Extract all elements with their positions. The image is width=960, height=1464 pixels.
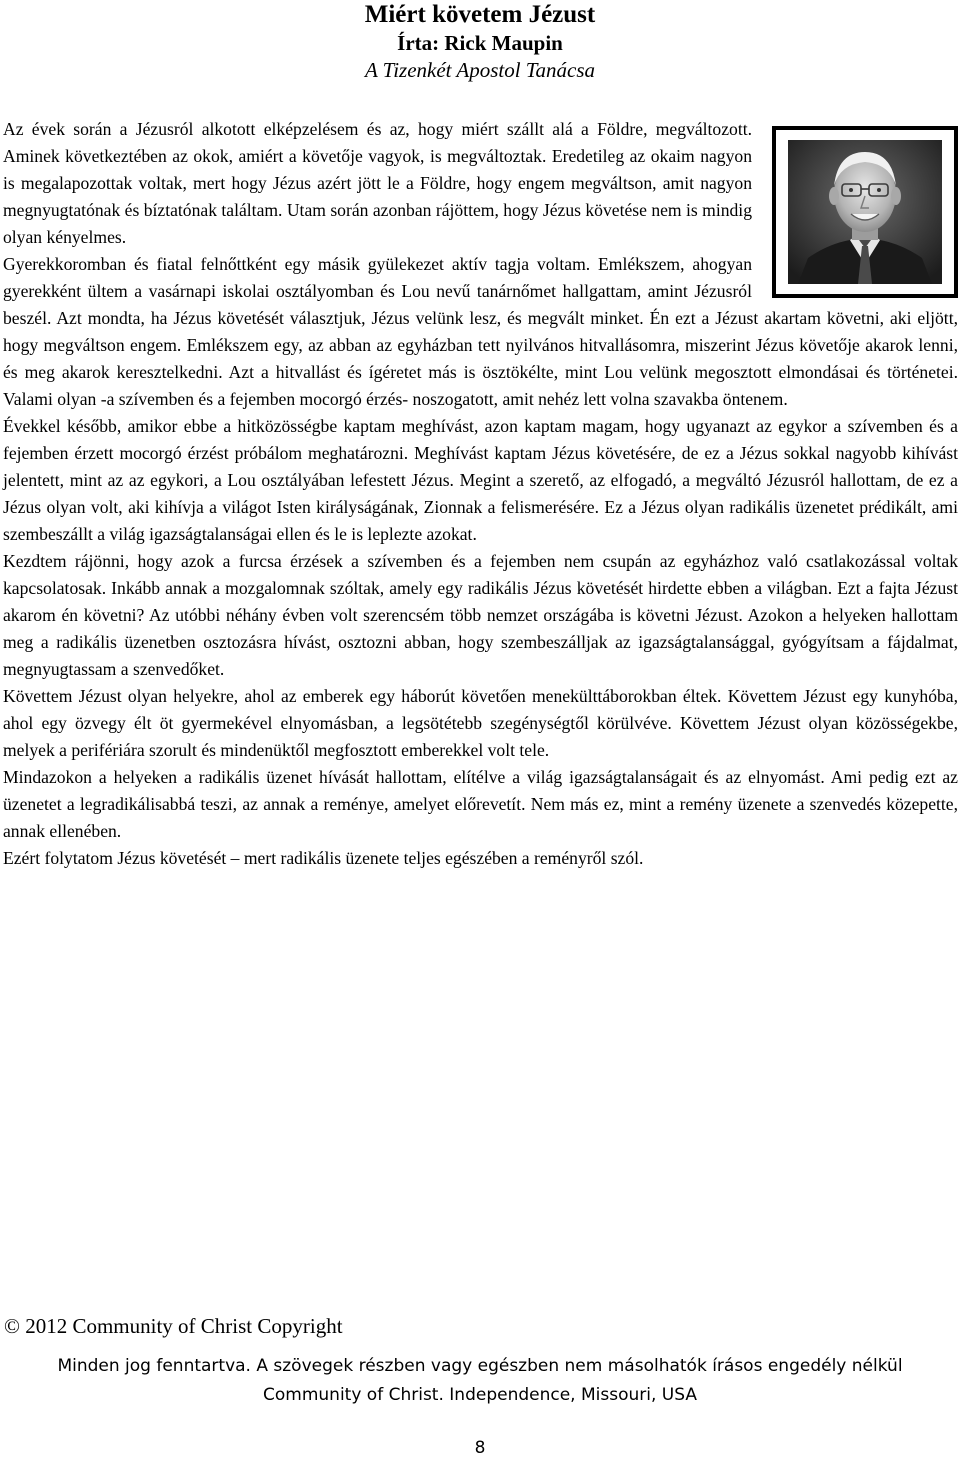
paragraph-5: Követtem Jézust olyan helyekre, ahol az emberek egy háborút követően menekülttáborokban éltek. Követtem Jézust egy kunyhóba, ahol egy özvegy élt öt gyermekével elnyomásban, a legsötétebb szegénységtől körülvéve. Követtem Jézust olyan közösségekbe, melyek a perifériára szorult és mindenüktől megfosztott emberekkel volt tele. (3, 686, 958, 760)
rights-notice-line-1: Minden jog fenntartva. A szövegek részben vagy egészben nem másolhatók írásos engedély nélkül (57, 1356, 903, 1376)
copyright-line: © 2012 Community of Christ Copyright (4, 1314, 343, 1338)
article-body (3, 116, 958, 872)
author-portrait-photo (788, 140, 942, 284)
author-byline: Írta: Rick Maupin (397, 31, 563, 55)
author-organization: A Tizenkét Apostol Tanácsa (364, 58, 596, 82)
paragraph-4: Kezdtem rájönni, hogy azok a furcsa érzések a szívemben és a fejemben nem csupán az egyházhoz való csatlakozással voltak kapcsolatosak. Inkább annak a mozgalomnak szóltak, amely egy radikális Jézus követését hirdette ebben a világban. Ezt a fajta Jézust akarom én követni? Az utóbbi néhány évben volt szerencsém több nemzet országába is követni Jézust. Azokon a helyeken hallottam meg a radikális üzenetben osztozásra hívást, osztozni abban, hogy szembeszálljak az igazságtalansággal, gyógyítsam a fájdalmat, megnyugtassam a szenvedőket. (3, 551, 958, 679)
document-header (0, 0, 960, 84)
paragraph-2: Gyerekkoromban és fiatal felnőttként egy másik gyülekezet aktív tagja voltam. Emlékszem, ahogyan gyerekként ültem a vasárnapi iskolai osztályomban és Lou nevű tanárnőmet hallgattam, amint Jézusról beszél. Azt mondta, ha Jézus követését választjuk, Jézus velünk lesz, és megvált minket. Én ezt a Jézust akartam követni, aki eljött, hogy megváltson engem. Emlékszem egy, az abban az egyházban tett nyilvános hitvallásomra, miszerint Jézus követője akarok lenni, és meg akarok keresztelkedni. Azt a hitvallást és ígéretet más is ösztökélte, mint Lou velünk megosztott elmondásai és történetei. Valami olyan -a szívemben és a fejemben mocorgó érzés- noszogatott, amit nehéz lett volna szavakba öntenem. (3, 254, 958, 409)
paragraph-1: Az évek során a Jézusról alkotott elképzelésem és az, hogy miért szállt alá a Földre, megváltozott. Aminek következtében az okok, amiért a követője vagyok, is megváltoztak. Eredetileg az okaim nagyon is megalapozottak voltak, mert hogy Jézus azért jött le a Földre, hogy engem megváltson, amit nagyon megnyugtatónak és bíztatónak találtam. Utam során azonban rájöttem, hogy Jézus követése nem is mindig olyan kényelmes. (3, 119, 752, 247)
paragraph-7: Ezért folytatom Jézus követését – mert radikális üzenete teljes egészében a reményről szól. (3, 848, 644, 868)
paragraph-6: Mindazokon a helyeken a radikális üzenet hívását hallottam, elítélve a világ igazságtalanságait és az elnyomást. Ami pedig ezt az üzenetet a legradikálisabbá teszi, az annak a reménye, amelyet előrevetít. Nem más ez, mint a remény üzenete a szenvedés közepette, annak ellenében. (3, 767, 958, 841)
rights-notice (0, 1352, 960, 1410)
article-title: Miért követem Jézust (364, 1, 596, 28)
rights-notice-line-2: Community of Christ. Independence, Missouri, USA (263, 1385, 697, 1405)
paragraph-3: Évekkel később, amikor ebbe a hitközösségbe kaptam meghívást, azon kaptam magam, hogy ugyanazt az egykor a szívemben és a fejemben érzett mocorgó érzést próbálom meghatározni. Meghívást kaptam Jézus követésére, de ez a Jézus sokkal nagyobb kihívást jelentett, mint az az egykori, a Lou osztályában lefestett Jézus. Megint a szerető, az elfogadó, a megváltó Jézusról hallottam, de ez a Jézus olyan volt, aki kihívja a világot Isten királyságának, Zionnak a felismerésére. Ez a Jézus olyan radikális üzenetet prédikált, ami szembeszállt a világ igazságtalanságai ellen és le is leplezte azokat. (3, 416, 958, 544)
author-portrait (772, 126, 958, 298)
page-number: 8 (474, 1438, 486, 1458)
